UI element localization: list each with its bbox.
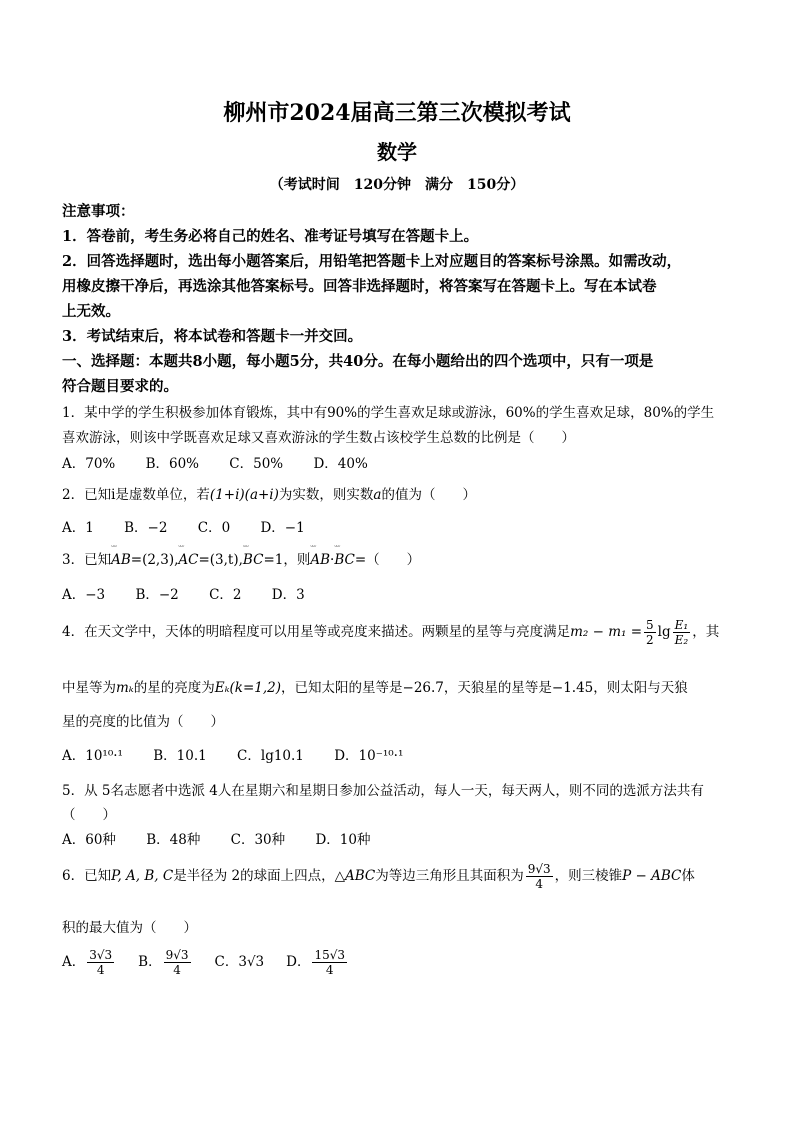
q4-frac-denominator: 2 [646, 633, 654, 647]
q6-option-a-denominator: 4 [96, 963, 105, 977]
q3-dot: · [330, 552, 335, 568]
q4-prefix: 4．在天文学中，天体的明暗程度可以用星等或亮度来描述。两颗星的星等与亮度满足 [62, 624, 571, 640]
q4-option-d: D．10⁻¹⁰·¹ [334, 748, 404, 764]
q3-option-d: D．3 [271, 587, 305, 603]
q1-option-c: C．50% [229, 456, 284, 472]
q4-options [62, 744, 429, 764]
q2-option-c: C．0 [197, 520, 231, 536]
q4-fraction-5-2 [644, 618, 656, 647]
q4-option-a: A．10¹⁰·¹ [62, 748, 123, 764]
exam-title: 柳州市2024届高三第三次模拟考试 [223, 100, 571, 126]
q5-line2: （ ） [62, 807, 116, 823]
q5-option-d: D．10种 [315, 832, 371, 848]
q4-option-c: C．lg10.1 [237, 748, 304, 764]
q2-suffix: 的值为（ ） [381, 487, 476, 503]
q6-mid2: 为等边三角形且其面积为 [375, 868, 524, 884]
q6-options [62, 948, 349, 977]
q6-area-numerator: 9√3 [527, 862, 551, 876]
q6-points: P, A, B, C [111, 868, 174, 884]
note-item-1: 1．答卷前，考生务必将自己的姓名、准考证号填写在答题卡上。 [62, 228, 479, 245]
subject-title: 数学 [377, 140, 417, 164]
q2-option-a: A．1 [62, 520, 94, 536]
q6-option-c-value: 3√3 [238, 954, 265, 970]
q3-vector-ac: ᵕᵕᵕ AC [178, 552, 198, 568]
q1-option-a: A．70% [62, 456, 116, 472]
note-item-3: 3．考试结束后，将本试卷和答题卡一并交回。 [62, 328, 363, 345]
q2-expression: (1+i)(a+i) [209, 487, 279, 503]
q1-option-d: D．40% [313, 456, 368, 472]
q2-variable: a [373, 487, 382, 503]
section-heading: 一、选择题：本题共8小题，每小题5分，共40分。在每小题给出的四个选项中，只有一项是 [62, 353, 654, 370]
q3-option-b: B．−2 [135, 587, 179, 603]
q6-option-d-denominator: 4 [325, 963, 334, 977]
q4-stem-line3: 星的亮度的比值为（ ） [62, 714, 224, 730]
q6-area-denominator: 4 [535, 877, 544, 891]
section-heading-cont: 符合题目要求的。 [62, 378, 178, 395]
q6-option-a-numerator: 3√3 [89, 948, 113, 962]
q1-options [62, 452, 394, 472]
q4-lg: lg [657, 624, 671, 640]
q3-bc-value: =1，则 [263, 552, 311, 568]
note-item-2-end: 上无效。 [62, 303, 120, 320]
q6-pyramid: P − ABC [622, 868, 682, 884]
q6-stem-line2: 积的最大值为（ ） [62, 920, 197, 936]
q4-e2: E₂ [674, 633, 689, 647]
note-item-2-cont: 用橡皮擦干净后，再选涂其他答案标号。回答非选择题时，将答案写在答题卡上。写在本试卷 [62, 278, 657, 295]
q2-mid: 为实数，则实数 [278, 487, 374, 503]
q3-options [62, 583, 331, 603]
q6-option-d-numerator: 15√3 [314, 948, 346, 962]
q4-ek: Eₖ(k=1,2) [214, 680, 282, 696]
q6-option-d-label: D． [286, 954, 311, 970]
q3-prefix: 3．已知 [62, 552, 112, 568]
q4-stem-line1 [62, 618, 732, 647]
q6-mid3: ，则三棱锥 [554, 868, 623, 884]
q3-stem [62, 548, 732, 568]
q3-vector-ab: ᵕᵕᵕ AB [111, 552, 131, 568]
q1-line2: 喜欢游泳，则该中学既喜欢足球又喜欢游泳的学生数占该校学生总数的比例是（ ） [62, 430, 575, 446]
q3-vector-ab-2: ᵕᵕᵕ AB [310, 552, 330, 568]
q3-option-c: C．2 [209, 587, 242, 603]
q6-option-b-value [164, 948, 191, 977]
q6-mid: 是半径为 2的球面上四点， [173, 868, 335, 884]
q3-ab-value: =(2,3), [130, 552, 179, 568]
notes-heading: 注意事项： [62, 203, 135, 220]
q2-option-b: B．−2 [124, 520, 168, 536]
q4-option-b: B．10.1 [153, 748, 207, 764]
q6-option-b-label: B． [138, 954, 162, 970]
q6-area-fraction [526, 862, 553, 891]
q3-vector-bc: ᵕᵕᵕ BC [243, 552, 264, 568]
q4-stem-line2 [62, 676, 732, 696]
q5-options [62, 828, 396, 848]
q4-tail: ，其 [692, 624, 720, 640]
note-item-2: 2．回答选择题时，选出每小题答案后，用铅笔把答题卡上对应题目的答案标号涂黑。如需改动， [62, 253, 682, 270]
q4-frac-numerator: 5 [646, 618, 654, 632]
q2-options [62, 516, 331, 536]
q6-prefix: 6．已知 [62, 868, 112, 884]
q3-option-a: A．−3 [62, 587, 106, 603]
q6-option-b-denominator: 4 [173, 963, 181, 977]
q2-prefix: 2．已知i是虚数单位，若 [62, 487, 210, 503]
q5-option-a: A．60种 [62, 832, 116, 848]
q6-option-c-label: C． [214, 954, 239, 970]
q2-stem [62, 483, 732, 503]
q6-option-d-value [312, 948, 347, 977]
q3-vector-bc-2: ᵕᵕᵕ BC [334, 552, 355, 568]
q3-ac-value: =(3,t), [198, 552, 243, 568]
q4-formula-lhs: m₂ − m₁ = [570, 624, 643, 640]
q4-mk: mₖ [116, 680, 134, 696]
q6-option-a-value [87, 948, 114, 977]
q4-e1: E₁ [674, 618, 689, 632]
q1-line1: 1．某中学的学生积极参加体育锻炼，其中有90%的学生喜欢足球或游泳，60%的学生喜欢足球，80%的学生 [62, 405, 715, 421]
exam-info: （考试时间 120分钟 满分 150分） [269, 177, 525, 193]
q4-line2-mid: 的星的亮度为 [133, 680, 215, 696]
q6-stem-line1 [62, 862, 732, 891]
q6-option-b-numerator: 9√3 [165, 948, 189, 962]
q5-line1: 5．从 5名志愿者中选派 4人在星期六和星期日参加公益活动，每人一天，每天两人，则不同的选派方法共有 [62, 783, 704, 799]
q4-line2-suffix: ，已知太阳的星等是−26.7，天狼星的星等是−1.45，则太阳与天狼 [281, 680, 688, 696]
q1-option-b: B．60% [145, 456, 199, 472]
q3-suffix: =（ ） [354, 552, 421, 568]
q6-tail: 体 [681, 868, 695, 884]
q4-line2-prefix: 中星等为 [62, 680, 116, 696]
q5-option-b: B．48种 [146, 832, 201, 848]
q2-option-d: D．−1 [260, 520, 305, 536]
q6-triangle: △ABC [334, 868, 376, 884]
q4-fraction-e1-e2 [673, 618, 691, 647]
q5-option-c: C．30种 [230, 832, 286, 848]
q6-option-a-label: A． [62, 954, 86, 970]
